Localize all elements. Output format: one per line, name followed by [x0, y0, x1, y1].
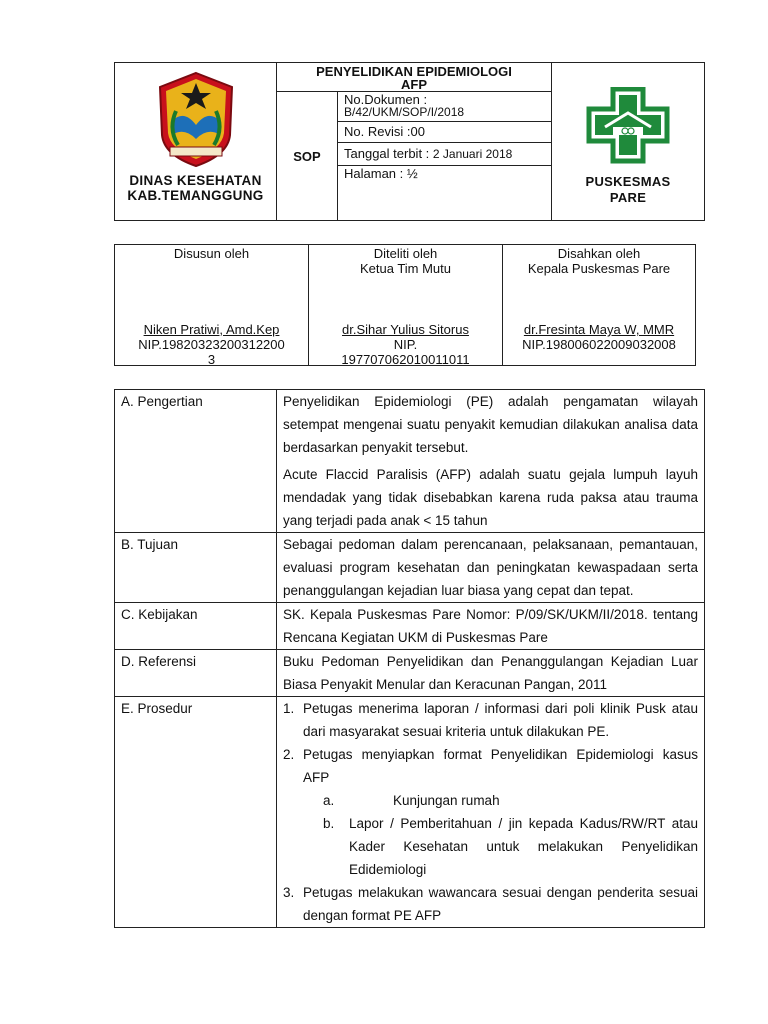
sub-steps	[303, 789, 698, 881]
temanggung-emblem	[115, 63, 276, 169]
sop-header-table	[114, 62, 705, 221]
sub-step-letter: a.	[323, 793, 335, 808]
section-label: C. Kebijakan	[115, 603, 277, 650]
date-label: Tanggal terbit :	[344, 146, 433, 161]
role-line2: Ketua Tim Mutu	[359, 261, 452, 276]
doc-meta	[338, 92, 552, 221]
step-text: Petugas menerima laporan / informasi dari poli klinik Pusk atau dari masyarakat sesuai kriteria untuk dilakukan PE.	[303, 701, 698, 739]
org-line2: KAB.TEMANGGUNG	[127, 188, 264, 203]
section-kebijakan	[115, 603, 705, 650]
section-body	[277, 697, 705, 928]
pk-line1: PUSKESMAS	[585, 174, 671, 189]
sop-label: SOP	[277, 92, 338, 221]
signer-name: dr.Fresinta Maya W, MMR	[523, 322, 675, 337]
org-cell	[115, 63, 277, 221]
section-body	[277, 533, 705, 603]
step-number: 3.	[283, 885, 295, 900]
step-number: 1.	[283, 701, 295, 716]
procedure-steps	[283, 697, 698, 927]
paragraph: Sebagai pedoman dalam perencanaan, pelaksanaan, pemantauan, evaluasi program kesehatan dan peningkatan kewaspadaan serta penanggulangan kejadian luar biasa yang cepat dan tepat.	[283, 537, 698, 598]
paragraph: Penyelidikan Epidemiologi (PE) adalah pengamatan wilayah setempat mengenai suatu penyakit kemudian dilakukan analisa data berdasarkan penyakit tersebut.	[283, 394, 698, 455]
role-line1: Diteliti oleh	[373, 246, 438, 261]
signer-name: Niken Pratiwi, Amd.Kep	[143, 322, 280, 337]
procedure-step	[283, 743, 698, 881]
doc-number	[338, 92, 551, 122]
section-body	[277, 650, 705, 697]
procedure-step	[283, 697, 698, 743]
meta-table	[338, 92, 551, 220]
section-tujuan	[115, 533, 705, 603]
role-line2: Kepala Puskesmas Pare	[527, 261, 671, 276]
puskesmas-logo	[552, 87, 704, 168]
sub-step-text: Kunjungan rumah	[393, 793, 500, 808]
sub-step-letter: b.	[323, 816, 335, 831]
puskesmas-name	[552, 174, 704, 206]
sub-step-text: Lapor / Pemberitahuan / jin kepada Kadus/RW/RT atau Kader Kesehatan untuk melakukan Penyelidikan Edidemiologi	[349, 816, 698, 877]
sub-step	[303, 812, 698, 881]
signature-reviewed	[309, 245, 503, 366]
sop-content-table	[114, 389, 705, 928]
revision: No. Revisi :00	[338, 122, 551, 143]
page-info: Halaman : ½	[338, 166, 551, 221]
role-line1: Disusun oleh	[173, 246, 250, 261]
org-line1: DINAS KESEHATAN	[129, 173, 262, 188]
signer-nip: NIP.19820323200312200	[138, 337, 285, 352]
signer-name: dr.Sihar Yulius Sitorus	[342, 322, 469, 337]
step-text: Petugas melakukan wawancara sesuai dengan penderita sesuai dengan format PE AFP	[303, 885, 698, 923]
title-line1: PENYELIDIKAN EPIDEMIOLOGI	[316, 64, 512, 79]
section-label: B. Tujuan	[115, 533, 277, 603]
issue-date	[338, 143, 551, 166]
document-title	[277, 63, 552, 92]
section-label: E. Prosedur	[115, 697, 277, 928]
doc-no-value: B/42/UKM/SOP/I/2018	[344, 105, 465, 119]
step-number: 2.	[283, 747, 295, 762]
paragraph: Acute Flaccid Paralisis (AFP) adalah suatu gejala lumpuh layuh mendadak yang tidak disebabkan karena ruda paksa atau trauma yang terjadi pada anak < 15 tahun	[283, 467, 698, 528]
signature-table	[114, 244, 696, 366]
paragraph: SK. Kepala Puskesmas Pare Nomor: P/09/SK/UKM/II/2018. tentang Rencana Kegiatan UKM di Puskesmas Pare	[283, 607, 698, 645]
section-pengertian	[115, 390, 705, 533]
role-line1: Disahkan oleh	[557, 246, 641, 261]
signer-nip-cont: 3	[207, 352, 216, 367]
sub-step	[303, 789, 698, 812]
section-body	[277, 390, 705, 533]
section-label: D. Referensi	[115, 650, 277, 697]
signer-nip: NIP.198006022009032008	[522, 337, 676, 352]
date-value: 2 Januari 2018	[432, 147, 513, 161]
doc-no-label: No.Dokumen :	[344, 92, 428, 107]
signer-nip: NIP.	[393, 337, 418, 352]
signature-prepared	[115, 245, 309, 366]
paragraph: Buku Pedoman Penyelidikan dan Penanggulangan Kejadian Luar Biasa Penyakit Menular dan Keracunan Pangan, 2011	[283, 654, 698, 692]
pk-line2: PARE	[609, 190, 647, 205]
signature-approved	[503, 245, 696, 366]
section-label: A. Pengertian	[115, 390, 277, 533]
section-body	[277, 603, 705, 650]
step-text: Petugas menyiapkan format Penyelidikan Epidemiologi kasus AFP	[303, 747, 698, 785]
procedure-step	[283, 881, 698, 927]
title-line2: AFP	[401, 77, 427, 92]
org-name	[115, 173, 276, 203]
section-referensi	[115, 650, 705, 697]
puskesmas-cell	[552, 63, 705, 221]
section-prosedur	[115, 697, 705, 928]
signer-nip-cont: 197707062010011011	[341, 352, 470, 367]
